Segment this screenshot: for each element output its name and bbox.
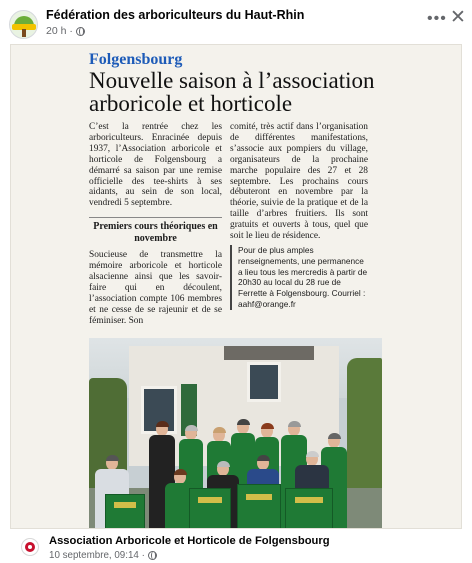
post-header — [0, 0, 472, 44]
shared-post-timestamp[interactable]: 10 septembre, 09:14 · — [49, 550, 145, 561]
shared-post-meta — [49, 550, 157, 561]
association-name-link[interactable]: Association Arboricole et Horticole de Folgensbourg — [49, 535, 330, 547]
article-info-box: Pour de plus amples renseignements, une permanence a lieu tous les mercredis à partir de 20h30 au local du 28 rue de Ferrette à Folgensbourg. Courriel : aahf@orange.fr — [230, 245, 368, 310]
article-kicker: Folgensbourg — [89, 51, 183, 68]
page-name-link[interactable]: Fédération des arboriculteurs du Haut-Rhin — [46, 8, 305, 22]
tee-shirt — [105, 494, 145, 529]
article-column-left — [89, 122, 222, 327]
globe-icon — [76, 27, 85, 36]
post-timestamp[interactable]: 20 h · — [46, 25, 73, 37]
article-paragraph: comité, très actif dans l’organisation de différentes manifestations, s’associe aux pompiers du village, organisateurs de la prochaine marche populaire des 27 et 28 septembre. Les prochains cours débuteront en novembre par la théorie, suivie de la pratique et de la taille d’arbres fruitiers. Ils sont gratuits et ouverts à tous, quel que soit le lieu de résidence. — [230, 122, 368, 242]
tee-shirt — [285, 488, 333, 529]
tee-shirt — [237, 484, 281, 529]
tee-shirt — [189, 488, 231, 529]
article-paragraph: Soucieuse de transmettre la mémoire arboricole et horticole alsacienne ainsi que les savoir-faire qui en découlent, l’association compte 106 membres et ne cesse de se rajeunir et de se féminiser. Son — [89, 250, 222, 326]
globe-icon — [148, 551, 157, 560]
association-avatar[interactable] — [21, 538, 39, 556]
page-avatar[interactable] — [9, 10, 38, 39]
close-icon[interactable]: ✕ — [450, 7, 466, 28]
article-column-right — [230, 122, 368, 310]
group-photo — [89, 338, 382, 529]
article-paragraph: C’est la rentrée chez les arboriculteurs. Enracinée depuis 1937, l’Association arboricole et horticole de Folgensbourg a démarré sa saison par une remise officielle des tee-shirts à ses aidants, au sein de son local, vendredi 5 septembre. — [89, 122, 222, 209]
post-meta — [46, 25, 85, 37]
post-image-newspaper-clipping[interactable] — [10, 44, 462, 529]
more-options-icon[interactable]: ••• — [427, 10, 447, 27]
article-subhead: Premiers cours théoriques en novembre — [89, 217, 222, 244]
shared-post-footer — [0, 529, 472, 563]
article-headline: Nouvelle saison à l’association arboricole et horticole — [89, 68, 375, 116]
